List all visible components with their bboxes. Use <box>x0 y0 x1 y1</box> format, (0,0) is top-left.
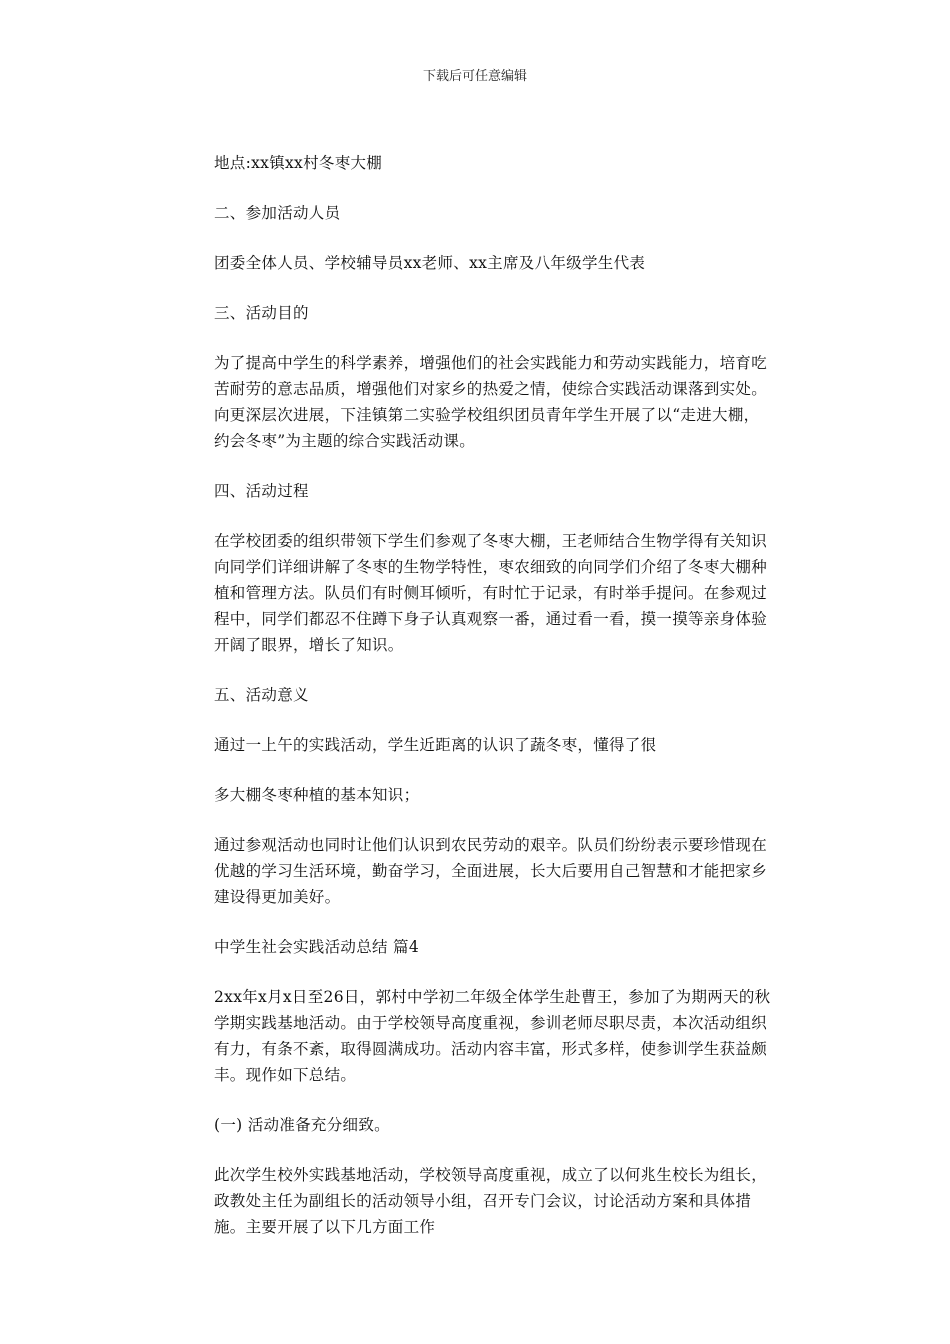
section-heading-significance: 五、活动意义 <box>214 686 309 704</box>
section-heading-purpose: 三、活动目的 <box>214 304 309 322</box>
subheading-preparation: (一) 活动准备充分细致。 <box>214 1116 390 1134</box>
article-title-part4: 中学生社会实践活动总结 篇4 <box>214 938 419 956</box>
purpose-paragraph: 为了提高中学生的科学素养，增强他们的社会实践能力和劳动实践能力，培育吃苦耐劳的意志品质，增强他们对家乡的热爱之情，使综合实践活动课落到实处。向更深层次进展，下洼镇第二实验学校组织团员青年学生开展了以“走进大棚，约会冬枣”为主题的综合实践活动课。 <box>214 354 768 450</box>
section-heading-process: 四、活动过程 <box>214 482 309 500</box>
participants-paragraph: 团委全体人员、学校辅导员xx老师、xx主席及八年级学生代表 <box>214 254 646 272</box>
process-paragraph: 在学校团委的组织带领下学生们参观了冬枣大棚，王老师结合生物学得有关知识向同学们详细讲解了冬枣的生物学特性，枣农细致的向同学们介绍了冬枣大棚种植和管理方法。队员们有时侧耳倾听，有时忙于记录，有时举手提问。在参观过程中，同学们都忍不住蹲下身子认真观察一番，通过看一看，摸一摸等亲身体验开阔了眼界，增长了知识。 <box>214 532 768 654</box>
location-line: 地点:xx镇xx村冬枣大棚 <box>214 154 383 172</box>
section-heading-participants: 二、参加活动人员 <box>214 204 341 222</box>
significance-paragraph-line1: 通过一上午的实践活动，学生近距离的认识了蔬冬枣，懂得了很 <box>214 736 657 754</box>
page-header-note: 下载后可任意编辑 <box>422 69 527 84</box>
part4-intro-paragraph: 2xx年x月x日至26日，郭村中学初二年级全体学生赴曹王，参加了为期两天的秋学期实践基地活动。由于学校领导高度重视，参训老师尽职尽责，本次活动组织有力，有条不紊，取得圆满成功。活动内容丰富，形式多样，使参训学生获益颇丰。现作如下总结。 <box>214 988 771 1084</box>
document-body <box>214 150 774 1240</box>
preparation-paragraph: 此次学生校外实践基地活动，学校领导高度重视，成立了以何兆生校长为组长，政教处主任为副组长的活动领导小组，召开专门会议，讨论活动方案和具体措施。主要开展了以下几方面工作 <box>214 1166 768 1236</box>
significance-paragraph-line2: 多大棚冬枣种植的基本知识； <box>214 786 420 804</box>
significance-paragraph-2: 通过参观活动也同时让他们认识到农民劳动的艰辛。队员们纷纷表示要珍惜现在优越的学习生活环境，勤奋学习，全面进展，长大后要用自己智慧和才能把家乡建设得更加美好。 <box>214 836 768 906</box>
